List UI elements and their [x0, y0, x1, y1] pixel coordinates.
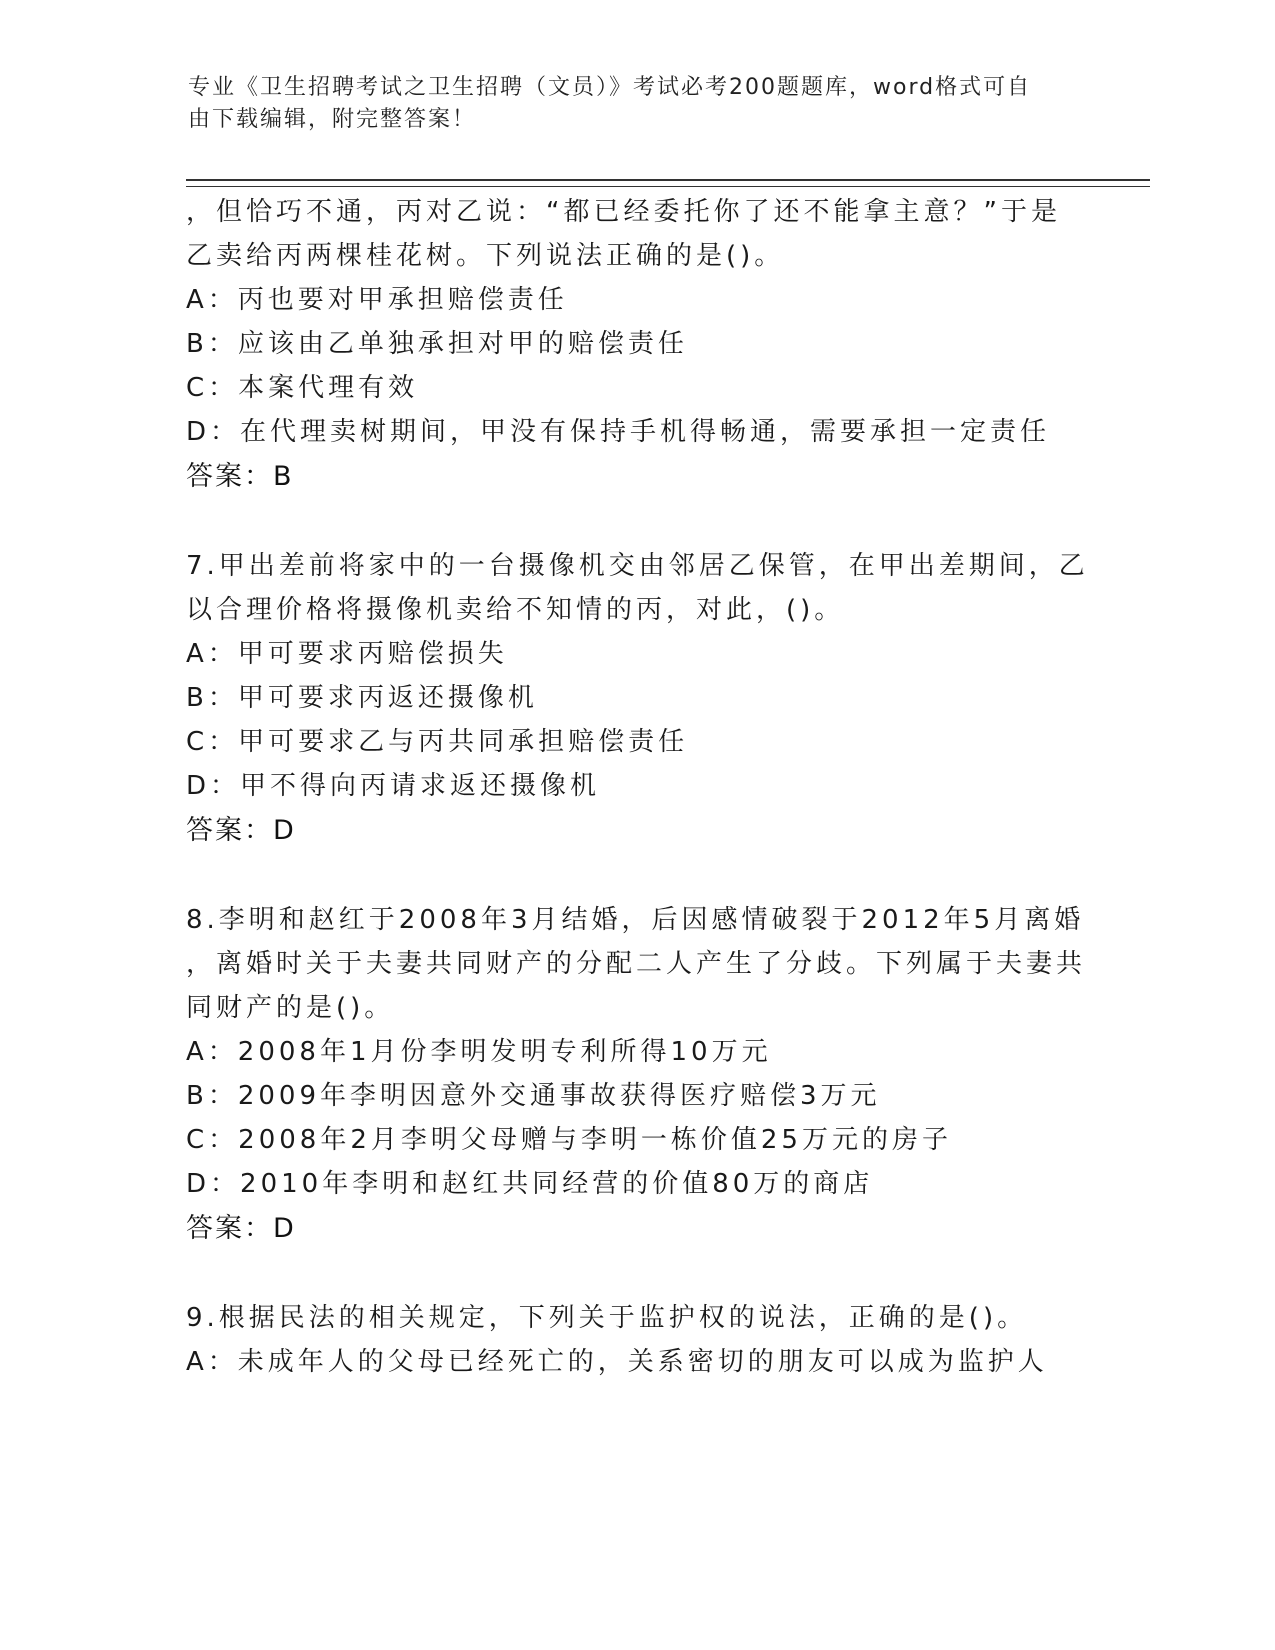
option-a: A：丙也要对甲承担赔偿责任 [186, 285, 568, 315]
option-b: B：应该由乙单独承担对甲的赔偿责任 [186, 329, 688, 359]
option-b: B：甲可要求丙返还摄像机 [186, 683, 538, 713]
option-d: D：2010年李明和赵红共同经营的价值80万的商店 [186, 1169, 874, 1199]
question-stem: 同财产的是()。 [186, 993, 395, 1023]
question-stem: 7.甲出差前将家中的一台摄像机交由邻居乙保管，在甲出差期间，乙 [186, 551, 1089, 581]
question-9 [186, 1296, 1086, 1384]
answer-line: 答案：D [186, 815, 296, 846]
option-d: D：在代理卖树期间，甲没有保持手机得畅通，需要承担一定责任 [186, 417, 1051, 447]
question-stem: 以合理价格将摄像机卖给不知情的丙，对此，()。 [186, 595, 845, 625]
option-b: B：2009年李明因意外交通事故获得医疗赔偿3万元 [186, 1081, 881, 1111]
option-d: D：甲不得向丙请求返还摄像机 [186, 771, 601, 801]
question-stem: ，离婚时关于夫妻共同财产的分配二人产生了分歧。下列属于夫妻共 [186, 949, 1087, 979]
answer-line: 答案：D [186, 1213, 296, 1244]
question-8 [186, 898, 1086, 1252]
option-c: C：2008年2月李明父母赠与李明一栋价值25万元的房子 [186, 1125, 952, 1155]
option-a: A：2008年1月份李明发明专利所得10万元 [186, 1037, 772, 1067]
option-a: A：甲可要求丙赔偿损失 [186, 639, 508, 669]
spacer [186, 500, 1086, 544]
question-7 [186, 544, 1089, 854]
header-line-2: 由下载编辑，附完整答案！ [188, 107, 477, 132]
spacer [186, 1252, 1086, 1296]
answer-line: 答案：B [186, 461, 294, 492]
question-list [186, 190, 1089, 1384]
document-header [188, 72, 1068, 136]
header-line-1: 专业《卫生招聘考试之卫生招聘（文员）》考试必考200题题库，word格式可自 [188, 75, 1032, 100]
question-stem: 8.李明和赵红于2008年3月结婚，后因感情破裂于2012年5月离婚 [186, 905, 1085, 935]
option-c: C：本案代理有效 [186, 373, 419, 403]
spacer [186, 854, 1086, 898]
question-6 [186, 190, 1086, 500]
question-stem: ，但恰巧不通，丙对乙说：“都已经委托你了还不能拿主意？”于是 [186, 197, 1061, 227]
option-c: C：甲可要求乙与丙共同承担赔偿责任 [186, 727, 689, 757]
question-stem: 乙卖给丙两棵桂花树。下列说法正确的是()。 [186, 241, 785, 271]
question-stem: 9.根据民法的相关规定，下列关于监护权的说法，正确的是()。 [186, 1303, 1028, 1333]
option-a: A：未成年人的父母已经死亡的，关系密切的朋友可以成为监护人 [186, 1347, 1048, 1377]
header-divider [186, 179, 1150, 187]
